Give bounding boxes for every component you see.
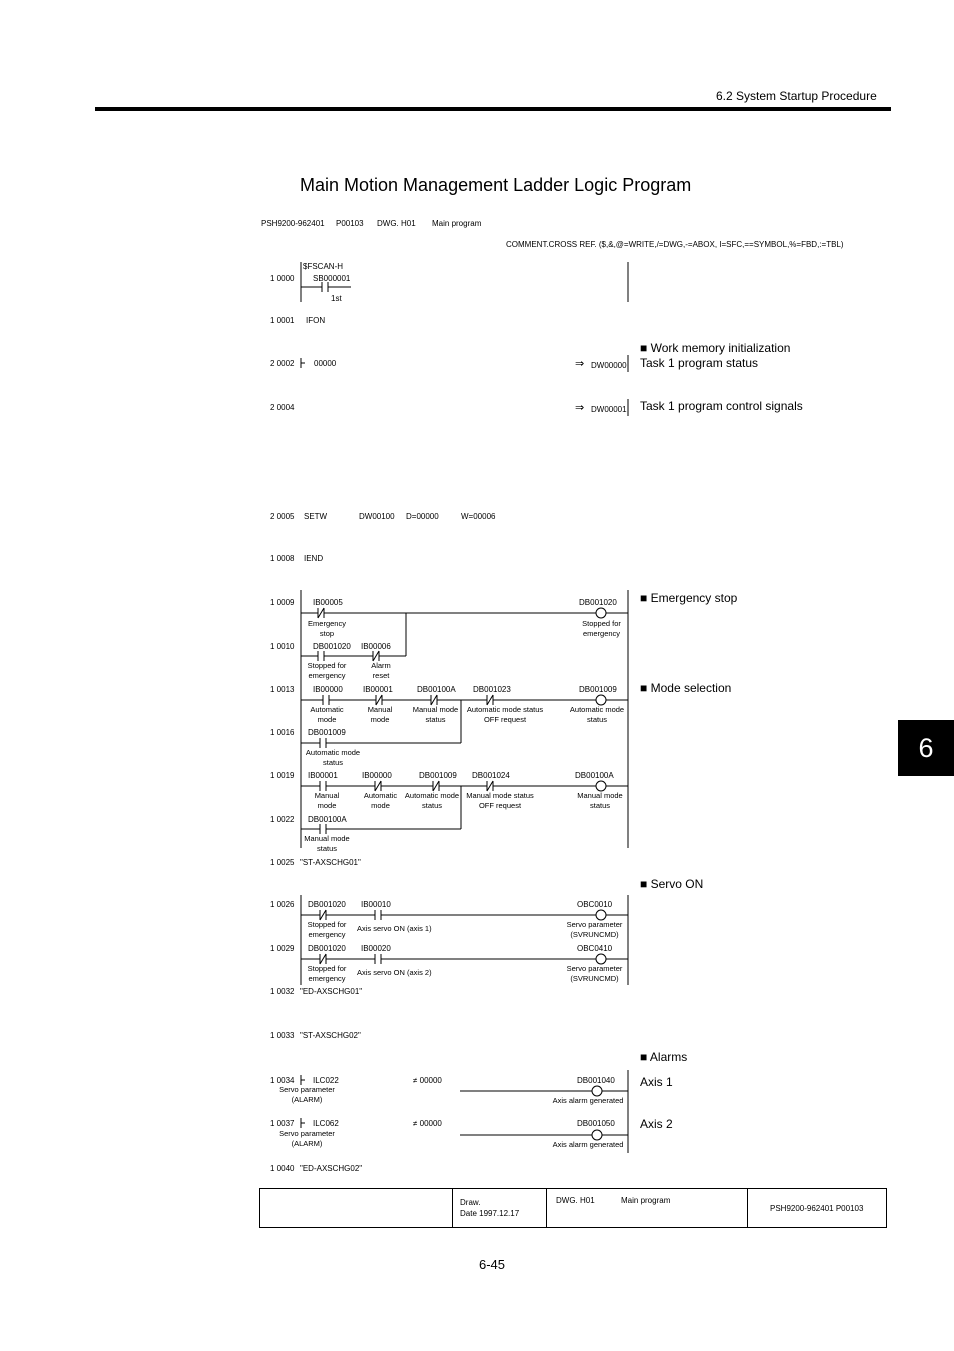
contact-tag: DB001020 — [308, 900, 346, 909]
coil-tag: DB001040 — [577, 1076, 615, 1085]
instruction: IFON — [306, 316, 326, 325]
contact-tag: IB00010 — [361, 900, 391, 909]
contact-tag: DB00100A — [417, 685, 456, 694]
contact-desc: Stopped for emergency — [307, 920, 347, 939]
operand: D=00000 — [406, 512, 439, 521]
register-tag: ILC062 — [313, 1119, 339, 1128]
comment-servo: ■ Servo ON — [640, 877, 704, 891]
comment-alarms: ■ Alarms — [640, 1050, 688, 1064]
coil-tag: DB001009 — [579, 685, 617, 694]
contact-desc: Manual mode — [314, 791, 340, 810]
comment-work-memory: ■ Work memory initialization — [640, 341, 791, 355]
page-title: Main Motion Management Ladder Logic Program — [300, 175, 692, 195]
info-id: PSH9200-962401 — [261, 219, 325, 228]
instruction: 00000 — [314, 359, 337, 368]
contact-tag: DB00100A — [308, 815, 347, 824]
contact-tag: DB001020 — [313, 642, 351, 651]
operand: W=00006 — [461, 512, 496, 521]
contact-desc: 1st — [331, 294, 342, 303]
compare-operand: ≠ 00000 — [413, 1076, 442, 1085]
contact-desc: Emergency stop — [308, 619, 346, 638]
contact-desc: Stopped for emergency — [307, 661, 347, 680]
coil-desc: Stopped for emergency — [582, 619, 621, 638]
contact-desc: Manual mode — [367, 705, 393, 724]
chapter-tab: 6 — [898, 720, 954, 776]
contact-tag: IB00000 — [362, 771, 392, 780]
rung-number: 1 0037 — [270, 1119, 295, 1128]
register-desc: Servo parameter (ALARM) — [279, 1085, 335, 1104]
register-desc: Servo parameter (ALARM) — [279, 1129, 335, 1148]
coil-tag: OBC0010 — [577, 900, 613, 909]
contact-desc: Automatic mode status — [305, 748, 361, 767]
coil-desc: Axis alarm generated — [552, 1140, 624, 1149]
rung-number: 2 0002 — [270, 359, 295, 368]
output-register: DW00000 — [591, 361, 627, 370]
comment-task1-status: Task 1 program status — [640, 356, 759, 370]
contact-tag: DB001009 — [419, 771, 457, 780]
rung-number: 1 0008 — [270, 554, 295, 563]
rung-number: 1 0019 — [270, 771, 295, 780]
rung-number: 1 0026 — [270, 900, 295, 909]
contact-tag: IB00001 — [363, 685, 393, 694]
square-bullet-icon: ■ — [640, 681, 651, 695]
cross-ref-legend: COMMENT.CROSS REF. ($,&,@=WRITE,/=DWG,-=ABOX, I=SFC,==SYMBOL,%=FBD,:=TBL) — [506, 240, 844, 249]
footer-divider — [747, 1189, 748, 1227]
square-bullet-icon: ■ — [640, 591, 651, 605]
rung-number: 1 0032 — [270, 987, 295, 996]
footer-draw: Draw. — [460, 1198, 481, 1207]
contact-desc: Axis servo ON (axis 1) — [357, 924, 432, 933]
square-bullet-icon: ■ — [640, 877, 651, 891]
section-marker: "ED-AXSCHG02" — [300, 1164, 363, 1173]
contact-desc: Stopped for emergency — [307, 964, 347, 983]
rung-number: 1 0010 — [270, 642, 295, 651]
section-marker: "ST-AXSCHG01" — [300, 858, 361, 867]
coil-desc: Servo parameter (SVRUNCMD) — [566, 920, 623, 939]
rung-number: 1 0034 — [270, 1076, 295, 1085]
square-bullet-icon: ■ — [640, 341, 651, 355]
coil-desc: Axis alarm generated — [552, 1096, 624, 1105]
footer-dwg: DWG. H01 — [556, 1196, 595, 1205]
rung-number: 1 0033 — [270, 1031, 295, 1040]
section-header: 6.2 System Startup Procedure — [716, 89, 877, 103]
coil-desc: Servo parameter (SVRUNCMD) — [566, 964, 623, 983]
instruction: SETW — [304, 512, 328, 521]
instruction: IEND — [304, 554, 324, 563]
compare-operand: ≠ 00000 — [413, 1119, 442, 1128]
contact-tag: IB00006 — [361, 642, 391, 651]
contact-tag: IB00005 — [313, 598, 343, 607]
contact-tag: DB001024 — [472, 771, 510, 780]
contact-tag: SB000001 — [313, 274, 351, 283]
rung-number: 2 0004 — [270, 403, 295, 412]
page-number: 6-45 — [479, 1257, 506, 1272]
contact-tag: DB001009 — [308, 728, 346, 737]
info-name: Main program — [432, 219, 482, 228]
contact-desc: Manual mode status — [412, 705, 459, 724]
footer-date: Date 1997.12.17 — [460, 1209, 520, 1218]
coil-desc: Automatic mode status — [569, 705, 625, 724]
rung-number: 1 0013 — [270, 685, 295, 694]
rung-number: 1 0009 — [270, 598, 295, 607]
rung-label: $FSCAN-H — [303, 262, 344, 271]
comment-task1-ctrl: Task 1 program control signals — [640, 399, 803, 413]
info-dwg: DWG. H01 — [377, 219, 416, 228]
coil-tag: DB001020 — [579, 598, 617, 607]
contact-desc: Automatic mode — [363, 791, 398, 810]
store-arrow-icon: ⇒ — [575, 402, 585, 414]
contact-desc: Alarm reset — [371, 661, 391, 680]
rung-number: 1 0016 — [270, 728, 295, 737]
section-marker: "ED-AXSCHG01" — [300, 987, 363, 996]
comment-axis2: Axis 2 — [640, 1117, 673, 1131]
comment-mode: ■ Mode selection — [640, 681, 732, 695]
footer-divider — [546, 1189, 547, 1227]
coil-desc: Manual mode status — [577, 791, 623, 810]
square-bullet-icon: ■ — [640, 1050, 650, 1064]
contact-desc: Automatic mode — [310, 705, 344, 724]
contact-tag: IB00020 — [361, 944, 391, 953]
rung-number: 1 0040 — [270, 1164, 295, 1173]
footer-name: Main program — [621, 1196, 671, 1205]
info-page: P00103 — [336, 219, 364, 228]
rung-number: 1 0029 — [270, 944, 295, 953]
contact-desc: Manual mode status — [304, 834, 350, 853]
contact-desc: Manual mode status OFF request — [466, 791, 534, 810]
footer-table — [259, 1188, 887, 1228]
contact-tag: IB00001 — [308, 771, 338, 780]
contact-tag: IB00000 — [313, 685, 343, 694]
comment-estop: ■ Emergency stop — [640, 591, 738, 605]
register-tag: ILC022 — [313, 1076, 339, 1085]
store-arrow-icon: ⇒ — [575, 358, 585, 370]
footer-id: PSH9200-962401 P00103 — [770, 1204, 864, 1213]
rung-number: 2 0005 — [270, 512, 295, 521]
contact-desc: Automatic mode status OFF request — [466, 705, 544, 724]
rung-number: 1 0025 — [270, 858, 295, 867]
contact-tag: DB001023 — [473, 685, 511, 694]
coil-tag: DB001050 — [577, 1119, 615, 1128]
coil-tag: DB00100A — [575, 771, 614, 780]
coil-tag: OBC0410 — [577, 944, 613, 953]
operand: DW00100 — [359, 512, 395, 521]
section-marker: "ST-AXSCHG02" — [300, 1031, 361, 1040]
rung-number: 1 0000 — [270, 274, 295, 283]
contact-tag: DB001020 — [308, 944, 346, 953]
rung-number: 1 0001 — [270, 316, 295, 325]
output-register: DW00001 — [591, 405, 627, 414]
comment-axis1: Axis 1 — [640, 1075, 673, 1089]
rung-number: 1 0022 — [270, 815, 295, 824]
contact-desc: Automatic mode status — [404, 791, 460, 810]
footer-divider — [452, 1189, 453, 1227]
contact-desc: Axis servo ON (axis 2) — [357, 968, 432, 977]
